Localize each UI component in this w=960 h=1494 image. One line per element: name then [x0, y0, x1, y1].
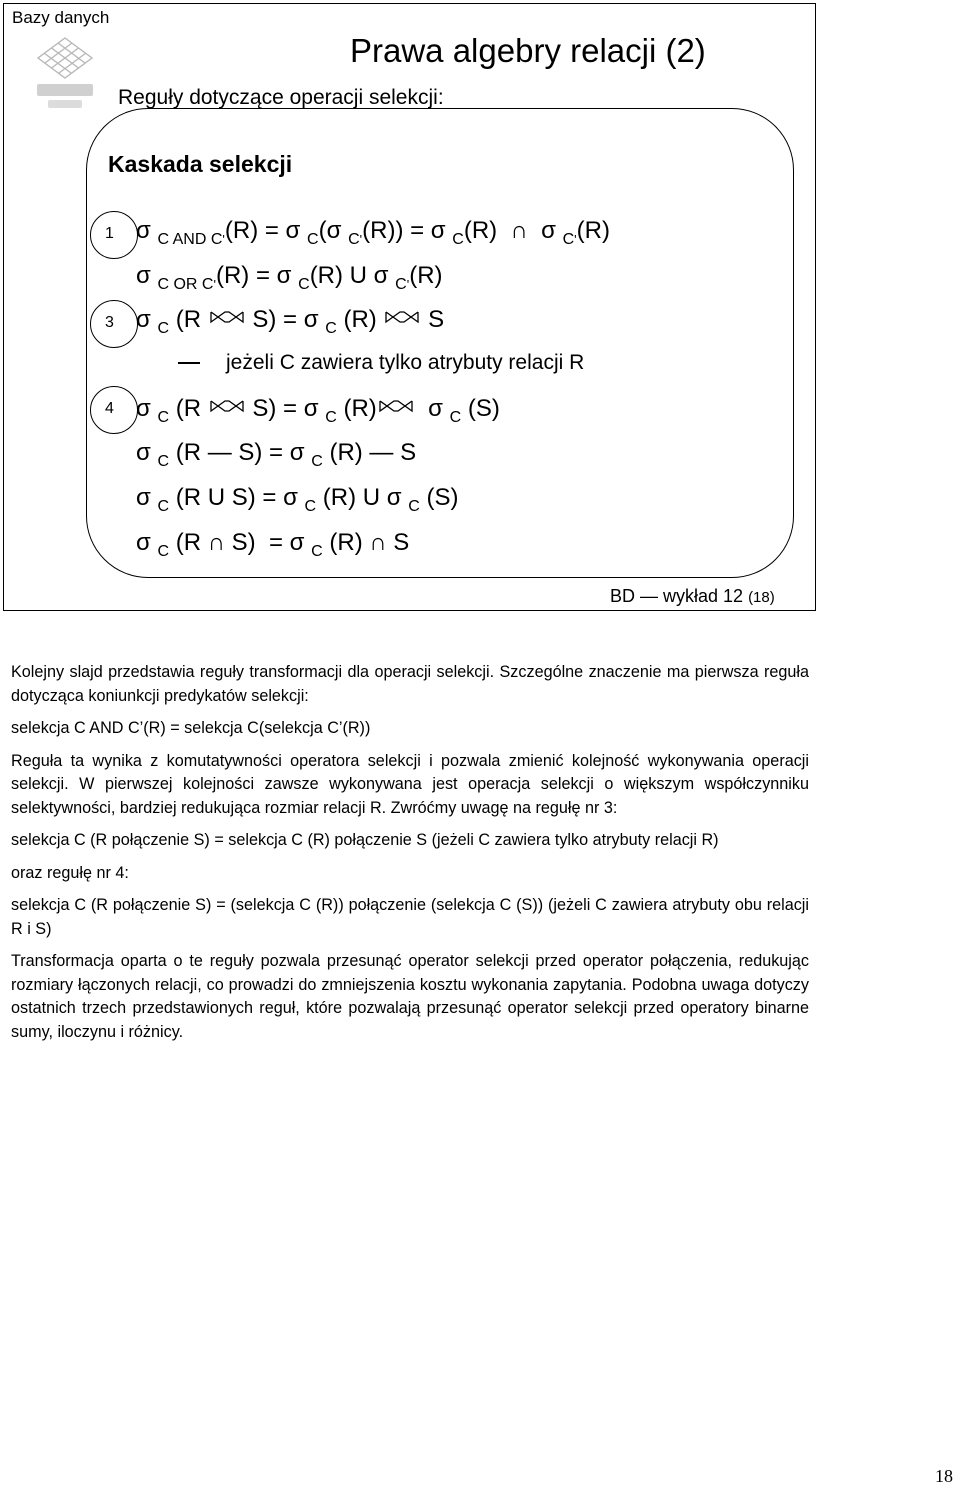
- notes-paragraph: Reguła ta wynika z komutatywności operatora selekcji i pozwala zmienić kolejność wykonywania operacji selekcji. W pierwszej kolejności zawsze wykonywana jest operacja selekcji o większym współczynniku selektywności, bardziej redukująca rozmiar relacji R. Zwróćmy uwagę na regułę nr 3:: [11, 751, 809, 817]
- rule-4-number: 4: [105, 400, 114, 417]
- join-symbol: [208, 308, 246, 326]
- formula-3: σ $_C$ (R S) = σ $_C$ (R) S: [136, 306, 445, 337]
- rule-3-circle: [90, 300, 138, 348]
- join-symbol: [377, 397, 415, 415]
- lecture-notes: [11, 661, 809, 1053]
- formula-7: σ $_C$ (R ∩ S) = σ $_C$ (R) ∩ S: [136, 529, 410, 560]
- university-logo: [34, 36, 96, 126]
- section-title: Kaskada selekcji: [108, 151, 293, 177]
- page-number: 18: [935, 1466, 953, 1486]
- formula-1: σ $_{C AND C'}$(R) = σ $_C$(σ $_{C'}$(R)) = σ $_C$(R) ∩ σ $_{C'}$(R): [136, 217, 610, 248]
- notes-paragraph: selekcja C (R połączenie S) = selekcja C (R) połączenie S (jeżeli C zawiera tylko atrybuty relacji R): [11, 831, 719, 849]
- join-symbol: [383, 308, 421, 326]
- course-label: Bazy danych: [12, 8, 110, 27]
- note-dash: [178, 362, 200, 364]
- rule-1-number: 1: [105, 225, 114, 242]
- notes-paragraph: selekcja C AND C’(R) = selekcja C(selekcja C’(R)): [11, 719, 371, 737]
- formula-4: σ $_C$ (R S) = σ $_C$ (R) σ $_C$ (S): [136, 395, 500, 426]
- formula-5: σ $_C$ (R — S) = σ $_C$ (R) — S: [136, 439, 417, 470]
- rule-4-circle: [90, 386, 138, 434]
- formula-6: σ $_C$ (R U S) = σ $_C$ (R) U σ $_C$ (S): [136, 484, 459, 515]
- condition-note: jeżeli C zawiera tylko atrybuty relacji R: [226, 351, 585, 374]
- notes-paragraph: selekcja C (R połączenie S) = (selekcja C (R)) połączenie (selekcja C (S)) (jeżeli C zawiera atrybuty obu relacji R i S): [11, 896, 809, 938]
- notes-paragraph: Transformacja oparta o te reguły pozwala przesunąć operator selekcji przed operator połączenia, redukując rozmiary łączonych relacji, co prowadzi do zmniejszenia kosztu wykonania zapytania. Podobna uwaga dotyczy ostatnich trzech przedstawionych reguł, które pozwalają przesunąć operator selekcji przed operatory binarne sumy, iloczynu i różnicy.: [11, 952, 809, 1041]
- slide-subtitle: Reguły dotyczące operacji selekcji:: [118, 86, 444, 109]
- rule-1-circle: [90, 211, 138, 259]
- rule-3-number: 3: [105, 314, 114, 331]
- notes-paragraph: oraz regułę nr 4:: [11, 863, 129, 882]
- slide-footer: BD — wykład 12 (18): [610, 586, 775, 606]
- notes-paragraph: Kolejny slajd przedstawia reguły transformacji dla operacji selekcji. Szczególne znaczenie ma pierwsza reguła dotycząca koniunkcji predykatów selekcji:: [11, 663, 809, 705]
- slide-title: Prawa algebry relacji (2): [350, 32, 706, 69]
- join-symbol: [208, 397, 246, 415]
- formula-2: σ $_{C OR C'}$(R) = σ $_C$(R) U σ $_{C'}$(R): [136, 262, 443, 293]
